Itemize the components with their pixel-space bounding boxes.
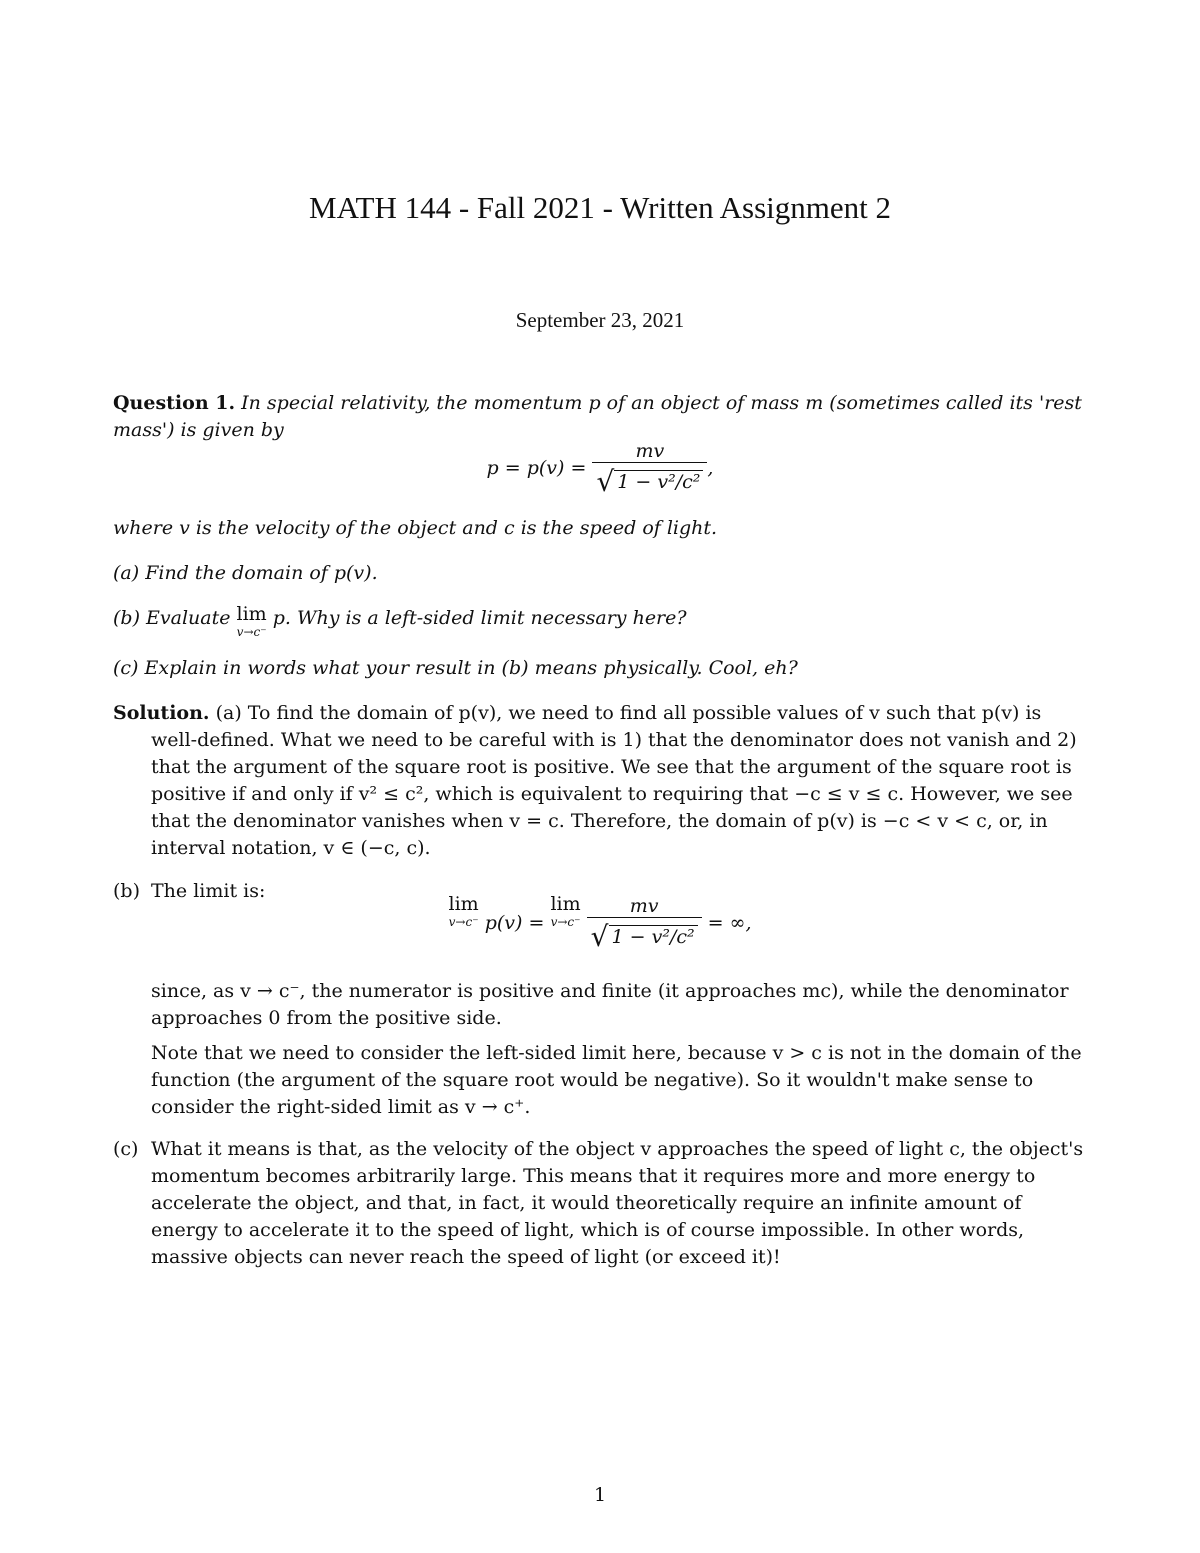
limit-result: = ∞,: [707, 912, 752, 934]
formula-numerator: mv: [635, 440, 665, 462]
page-number: 1: [593, 1484, 607, 1506]
solution-a-line1: (a) To find the domain of p(v), we need to find all possible values of v such that p(v) is: [215, 702, 1042, 724]
part-b-limit: [237, 605, 267, 641]
formula-radicand: 1 − v²/c²: [614, 470, 703, 493]
limit-fraction: [587, 895, 702, 953]
limit-radicand: 1 − v²/c²: [609, 925, 698, 948]
solution-b-label: (b): [113, 880, 140, 902]
question-after: where v is the velocity of the object and c is the speed of light.: [113, 517, 718, 539]
sqrt-symbol: √: [596, 465, 615, 498]
lim-subscript-2: v→c⁻: [550, 915, 581, 929]
formula-denominator: [592, 462, 707, 498]
lim-word-2: lim: [550, 893, 581, 915]
sqrt-symbol-2: √: [590, 920, 609, 953]
formula-lhs: p = p(v) =: [486, 457, 587, 479]
solution-a-first-line: [113, 700, 1088, 727]
part-b-post: p. Why is a left-sided limit necessary here?: [272, 607, 687, 629]
limit-denominator: [587, 917, 702, 953]
document-date: September 23, 2021: [515, 308, 685, 332]
solution-b-note: Note that we need to consider the left-sided limit here, because v > c is not in the domain of the function (the argument of the square root would be negative). So it wouldn't make sense to consider the right-sided limit as v → c⁺.: [151, 1042, 1082, 1118]
lim-subscript: v→c⁻: [236, 625, 267, 639]
part-b-pre: (b) Evaluate: [113, 607, 231, 629]
lim-subscript-1: v→c⁻: [448, 915, 479, 929]
momentum-formula: [0, 440, 1200, 498]
solution-b-after: since, as v → c⁻, the numerator is positive and finite (it approaches mc), while the denominator approaches 0 from the positive side.: [151, 980, 1069, 1029]
limit-1: [449, 895, 479, 931]
question-intro: [113, 390, 1088, 444]
solution-b-intro: The limit is:: [151, 880, 266, 902]
solution-c-label: (c): [113, 1138, 139, 1160]
solution-a-body: well-defined. What we need to be careful with is 1) that the denominator does not vanish and 2) that the argument of the square root is positive. We see that the argument of the square root is positive if and only if v² ≤ c², which is equivalent to requiring that −c ≤ v ≤ c. However, we see that the denominator vanishes when v = c. Therefore, the domain of p(v) is −c < v < c, or, in interval notation, v ∈ (−c, c).: [151, 729, 1077, 859]
limit-formula: [0, 895, 1200, 953]
question-part-b: [113, 605, 1088, 641]
lim-word-1: lim: [448, 893, 479, 915]
question-intro-text: In special relativity, the momentum p of an object of mass m (sometimes called its 'rest mass') is given by: [113, 392, 1082, 441]
limit-numerator: mv: [629, 895, 659, 917]
formula-trail: ,: [707, 457, 714, 479]
question-part-c: (c) Explain in words what your result in (b) means physically. Cool, eh?: [113, 657, 798, 679]
question-label: Question 1.: [113, 392, 236, 414]
lim-word: lim: [236, 603, 267, 625]
document-title: MATH 144 - Fall 2021 - Written Assignment 2: [309, 190, 891, 225]
solution-label: Solution.: [113, 702, 210, 724]
question-part-a: (a) Find the domain of p(v).: [113, 562, 378, 584]
formula-fraction: [592, 440, 707, 498]
solution-c-text: What it means is that, as the velocity of the object v approaches the speed of light c, the object's momentum becomes arbitrarily large. This means that it requires more and more energy to accelerate the object, and that, in fact, it would theoretically require an infinite amount of energy to accelerate it to the speed of light, which is of course impossible. In other words, massive objects can never reach the speed of light (or exceed it)!: [151, 1138, 1084, 1268]
limit-2: [550, 895, 580, 931]
limit-mid: p(v) =: [484, 912, 545, 934]
